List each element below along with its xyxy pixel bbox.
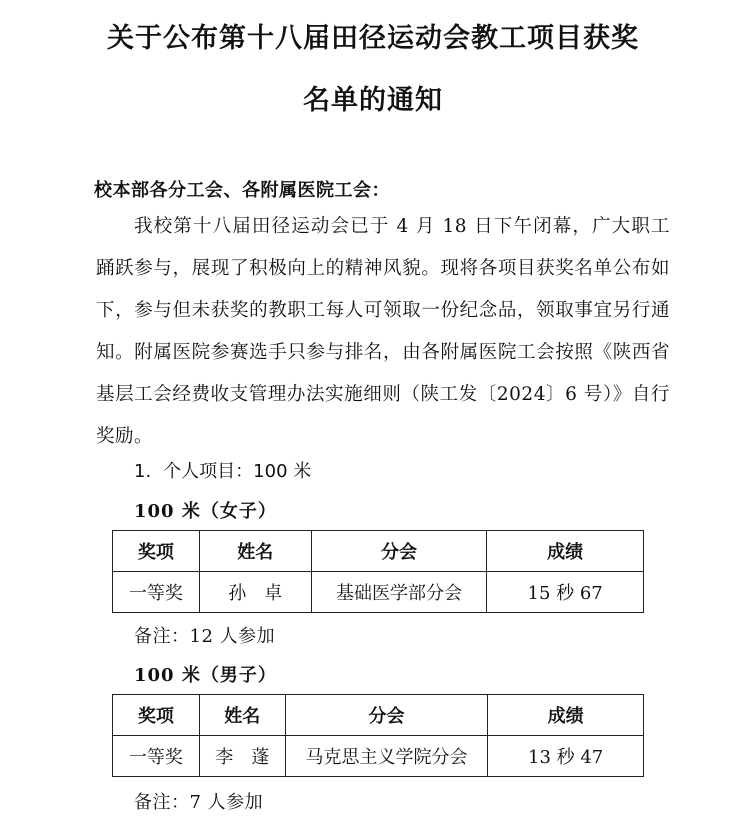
- table-header-row: [113, 531, 644, 572]
- event-title-women: 100 米（女子）: [134, 501, 277, 522]
- header-award: 奖项: [113, 531, 200, 572]
- cell-name: 李 蓬: [199, 736, 285, 777]
- cell-name: 孙 卓: [199, 572, 311, 613]
- body-paragraph: 我校第十八届田径运动会已于 4 月 18 日下午闭幕，广大职工踊跃参与，展现了积极向上的精神风貌。现将各项目获奖名单公布如下，参与但未获奖的教职工每人可领取一份纪念品，领取事宜另行通知。附属医院参赛选手只参与排名，由各附属医院工会按照《陕西省基层工会经费收支管理办法实施细则（陕工发〔2024〕6 号）》自行奖励。: [96, 216, 670, 447]
- page-title: 关于公布第十八届田径运动会教工项目获奖: [107, 23, 639, 54]
- note-women: 备注：12 人参加: [134, 626, 276, 647]
- cell-award: 一等奖: [113, 572, 200, 613]
- header-branch: 分会: [311, 531, 487, 572]
- section-number: 1.: [134, 461, 152, 482]
- cell-result: 15 秒 67: [487, 572, 644, 613]
- salutation: 校本部各分工会、各附属医院工会：: [94, 180, 390, 201]
- page-title-line2: 名单的通知: [303, 85, 443, 116]
- cell-branch: 马克思主义学院分会: [285, 736, 488, 777]
- header-branch: 分会: [285, 695, 488, 736]
- section-heading: [134, 457, 311, 483]
- table-header-row: [113, 695, 644, 736]
- event-title-men: 100 米（男子）: [134, 665, 277, 686]
- cell-result: 13 秒 47: [488, 736, 644, 777]
- results-table-women: [112, 530, 644, 613]
- cell-branch: 基础医学部分会: [311, 572, 487, 613]
- header-result: 成绩: [488, 695, 644, 736]
- note-men: 备注：7 人参加: [134, 792, 264, 813]
- cell-award: 一等奖: [113, 736, 200, 777]
- table-row: [113, 736, 644, 777]
- header-name: 姓名: [199, 695, 285, 736]
- header-name: 姓名: [199, 531, 311, 572]
- table-row: [113, 572, 644, 613]
- header-award: 奖项: [113, 695, 200, 736]
- section-label: 个人项目：100 米: [163, 461, 312, 482]
- header-result: 成绩: [487, 531, 644, 572]
- results-table-men: [112, 694, 644, 777]
